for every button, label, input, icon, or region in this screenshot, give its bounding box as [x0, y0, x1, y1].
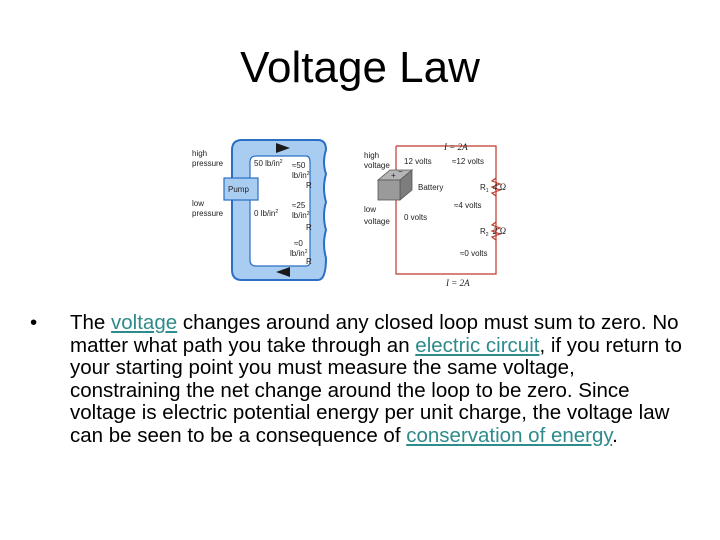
approx-0-label: ≈0 volts: [460, 249, 488, 258]
battery-icon: [378, 167, 412, 200]
low-pressure-label-1: low: [192, 199, 205, 208]
voltage-12-label: 12 volts: [404, 157, 432, 166]
pump-label: Pump: [228, 185, 249, 194]
drop-50-value: ≈50: [292, 161, 306, 170]
drop-50-r: R: [306, 181, 312, 190]
approx-4-label: ≈4 volts: [454, 201, 482, 210]
voltage-link[interactable]: voltage: [111, 311, 178, 334]
r1-value: 4 Ω: [492, 182, 506, 192]
r2-value: 2 Ω: [492, 226, 506, 236]
electric-circuit-link[interactable]: electric circuit: [415, 333, 540, 357]
bullet-text-part-3: , if you return to your starting point you must measure the same voltage, constraining the net change around the loop to be zero. Since voltage is electric potential energy per unit charge, the voltage law can be seen to be a consequence of: [70, 333, 682, 447]
high-voltage-label-1: high: [364, 151, 380, 160]
bullet-text-part-2: changes around any closed loop must sum to zero. No matter what path you take through an: [70, 311, 679, 357]
r1-label: $R_1$: [480, 183, 489, 194]
low-voltage-label-2: voltage: [364, 217, 390, 226]
circuit-analogy-figure: [190, 138, 510, 290]
bullet-text: [70, 312, 690, 447]
drop-0-value: ≈0: [294, 239, 303, 248]
low-voltage-label-1: low: [364, 205, 377, 214]
high-voltage-label-2: voltage: [364, 161, 390, 170]
drop-50-unit: $lb/in^2$: [292, 171, 310, 180]
drop-0-unit: $lb/in^2$: [290, 249, 308, 258]
high-pressure-label-2: pressure: [192, 159, 224, 168]
pressure-0-label: 0 $lb/in^2$: [254, 209, 279, 218]
drop-25-unit: $lb/in^2$: [292, 211, 310, 220]
approx-12-label: ≈12 volts: [452, 157, 484, 166]
high-pressure-label-1: high: [192, 149, 208, 158]
bullet-text-part-1: The: [70, 311, 112, 334]
low-pressure-label-2: pressure: [192, 209, 224, 218]
battery-plus: +: [391, 171, 396, 180]
voltage-0-label: 0 volts: [404, 213, 428, 222]
bullet-point: [30, 312, 690, 447]
drop-25-value: ≈25: [292, 201, 306, 210]
drop-0-r: R: [306, 257, 312, 266]
bullet-marker: •: [30, 311, 38, 334]
current-bottom-label: I = 2A: [446, 278, 470, 288]
slide-title: Voltage Law: [240, 43, 480, 92]
r2-label: $R_2$: [480, 227, 489, 238]
bullet-text-part-4: .: [612, 423, 618, 447]
current-top-label: I = 2A: [444, 142, 468, 152]
battery-minus: −: [398, 167, 403, 176]
electric-circuit-diagram: [364, 142, 506, 288]
pressure-50-label: 50 $lb/in^2$: [254, 159, 283, 168]
water-circuit-diagram: [192, 140, 326, 280]
conservation-of-energy-link[interactable]: conservation of energy: [406, 423, 613, 447]
drop-25-r: R: [306, 223, 312, 232]
figure-svg: [190, 138, 510, 290]
battery-label: Battery: [418, 183, 444, 192]
